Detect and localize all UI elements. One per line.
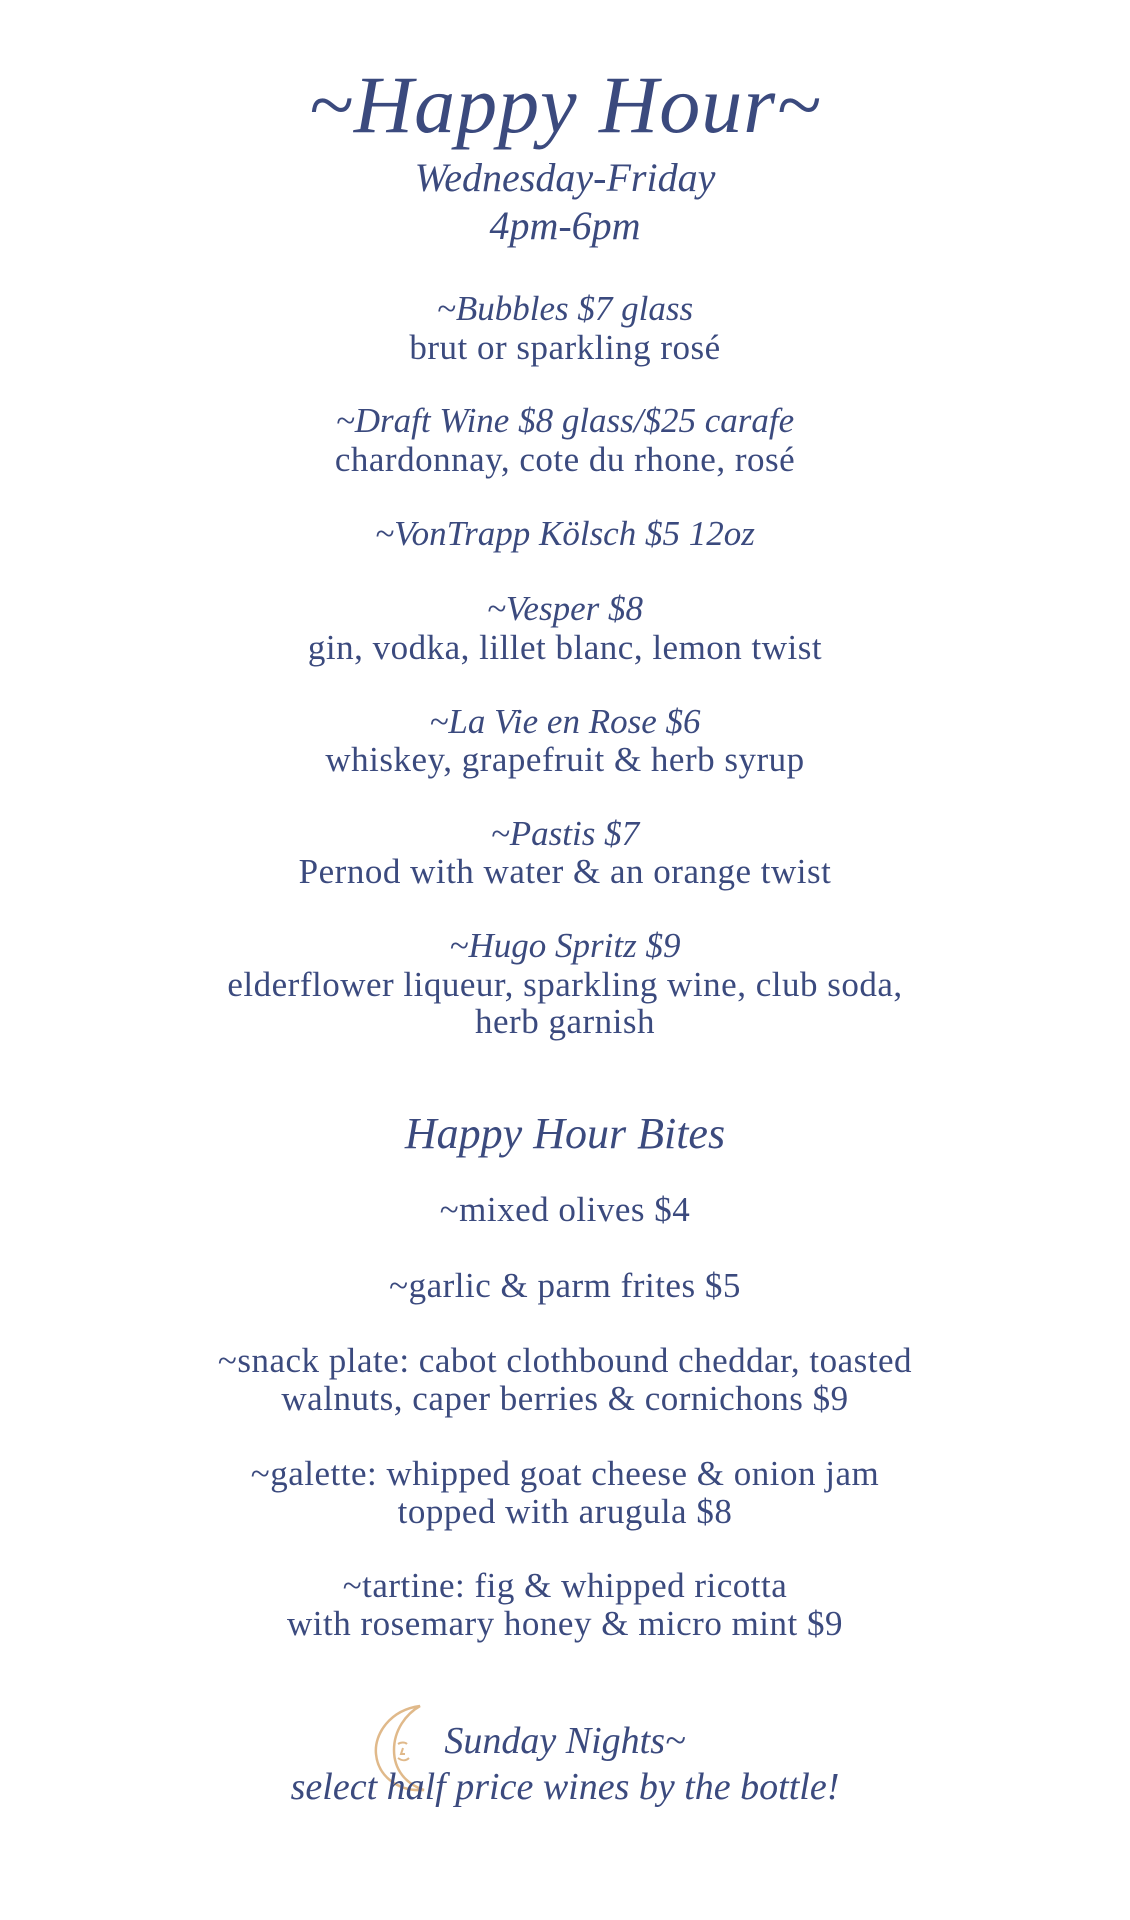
drink-description: Pernod with water & an orange twist — [298, 852, 832, 891]
drink-title: ~Vesper $8 — [487, 589, 643, 628]
drink-title: ~La Vie en Rose $6 — [429, 702, 701, 741]
drink-description: whiskey, grapefruit & herb syrup — [325, 740, 805, 779]
bite-item: walnuts, caper berries & cornichons $9 — [281, 1379, 849, 1418]
bites-section-title: Happy Hour Bites — [404, 1109, 726, 1158]
bite-item: topped with arugula $8 — [397, 1492, 733, 1531]
drink-description: elderflower liqueur, sparkling wine, club soda, — [227, 965, 903, 1004]
bite-item: ~galette: whipped goat cheese & onion jam — [250, 1454, 880, 1493]
drink-description: chardonnay, cote du rhone, rosé — [334, 440, 796, 479]
bite-item: ~tartine: fig & whipped ricotta — [342, 1566, 788, 1605]
sunday-title: Sunday Nights~ — [444, 1720, 686, 1762]
drink-title: ~Hugo Spritz $9 — [449, 926, 681, 965]
drink-title: ~Draft Wine $8 glass/$25 carafe — [335, 401, 795, 440]
bite-item: with rosemary honey & micro mint $9 — [286, 1604, 844, 1643]
drink-title: ~Bubbles $7 glass — [436, 289, 694, 328]
drink-description: brut or sparkling rosé — [409, 328, 721, 367]
menu-hours: 4pm-6pm — [489, 203, 641, 248]
menu-days: Wednesday-Friday — [414, 155, 716, 200]
sunday-description: select half price wines by the bottle! — [290, 1766, 840, 1808]
drink-description: gin, vodka, lillet blanc, lemon twist — [307, 628, 823, 667]
drink-description: herb garnish — [475, 1002, 655, 1041]
bite-item: ~garlic & parm frites $5 — [389, 1266, 741, 1305]
bite-item: ~snack plate: cabot clothbound cheddar, toasted — [217, 1341, 913, 1380]
menu-title: ~Happy Hour~ — [308, 59, 822, 150]
drink-title: ~VonTrapp Kölsch $5 12oz — [375, 514, 755, 553]
bite-item: ~mixed olives $4 — [439, 1190, 691, 1229]
drink-title: ~Pastis $7 — [490, 814, 640, 853]
